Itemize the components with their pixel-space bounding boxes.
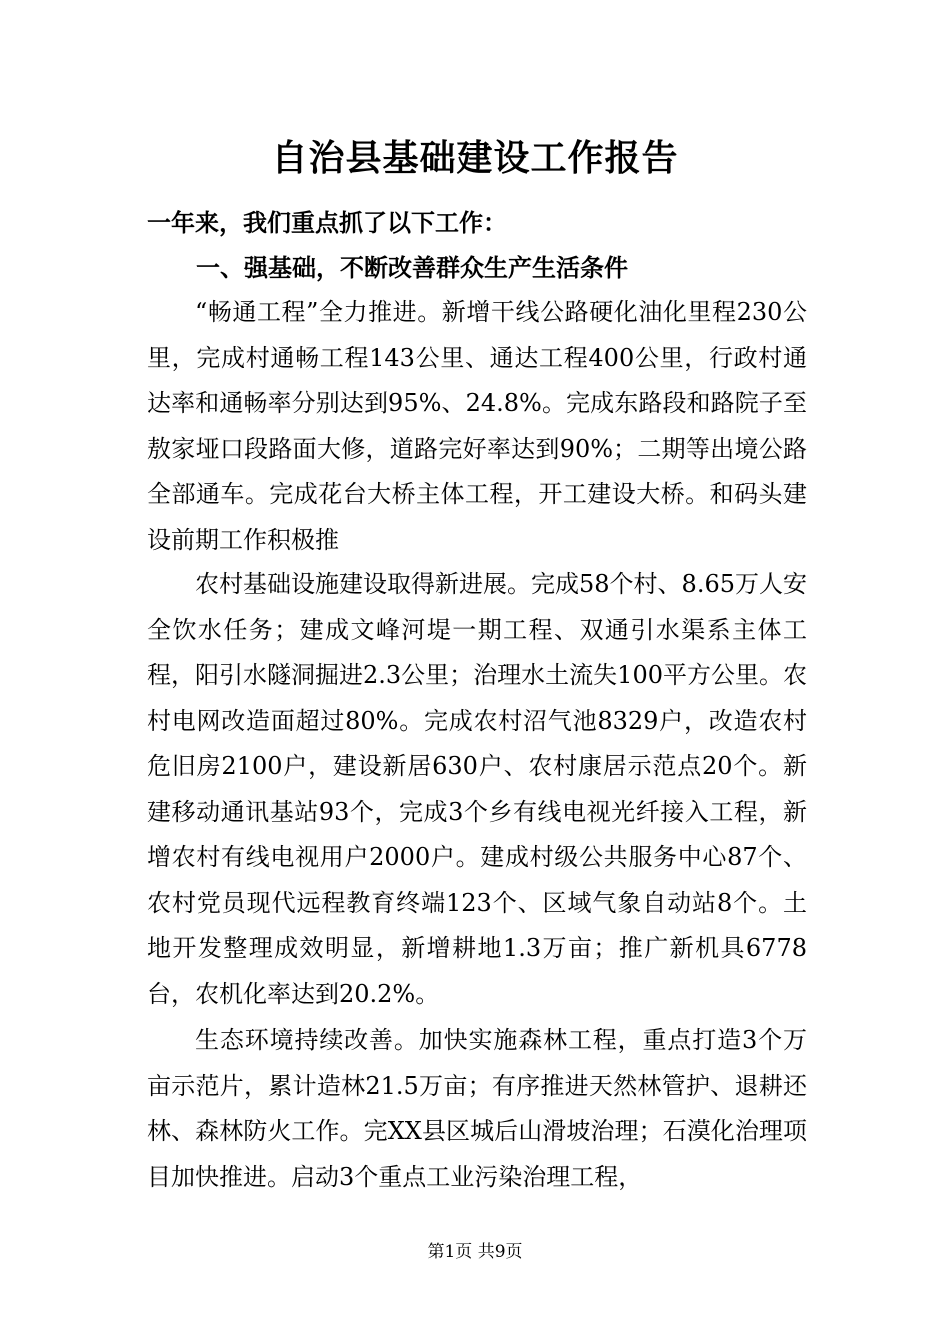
page-footer: 第1页 共9页 [427,1242,523,1262]
paragraph-ecology: 生态环境持续改善。加快实施森林工程，重点打造3个万亩示范片，累计造林21.5万亩；有序推进天然林管护、退耕还林、森林防火工作。完XX县区城后山滑坡治理；石漠化治理项目加快推进。启动3个重点工业污染治理工程， [147,1026,807,1191]
document-title: 自治县基础建设工作报告 [271,137,679,179]
intro-text: 一年来，我们重点抓了以下工作： [147,208,507,237]
section-heading: 一、强基础，不断改善群众生产生活条件 [196,253,628,282]
paragraph-roads: “畅通工程”全力推进。新增干线公路硬化油化里程230公里，完成村通畅工程143公里、通达工程400公里，行政村通达率和通畅率分别达到95%、24.8%。完成东路段和路院子至敖家垭口段路面大修，道路完好率达到90%；二期等出境公路全部通车。完成花台大桥主体工程，开工建设大桥。和码头建设前期工作积极推 [147,298,807,554]
paragraph-rural-infrastructure: 农村基础设施建设取得新进展。完成58个村、8.65万人安全饮水任务；建成文峰河堤一期工程、双通引水渠系主体工程，阳引水隧洞掘进2.3公里；治理水土流失100平方公里。农村电网改造面超过80%。完成农村沼气池8329户，改造农村危旧房2100户，建设新居630户、农村康居示范点20个。新建移动通讯基站93个，完成3个乡有线电视光纤接入工程，新增农村有线电视用户2000户。建成村级公共服务中心87个、农村党员现代远程教育终端123个、区域气象自动站8个。土地开发整理成效明显，新增耕地1.3万亩；推广新机具6778台，农机化率达到20.2%。 [147,570,807,1008]
